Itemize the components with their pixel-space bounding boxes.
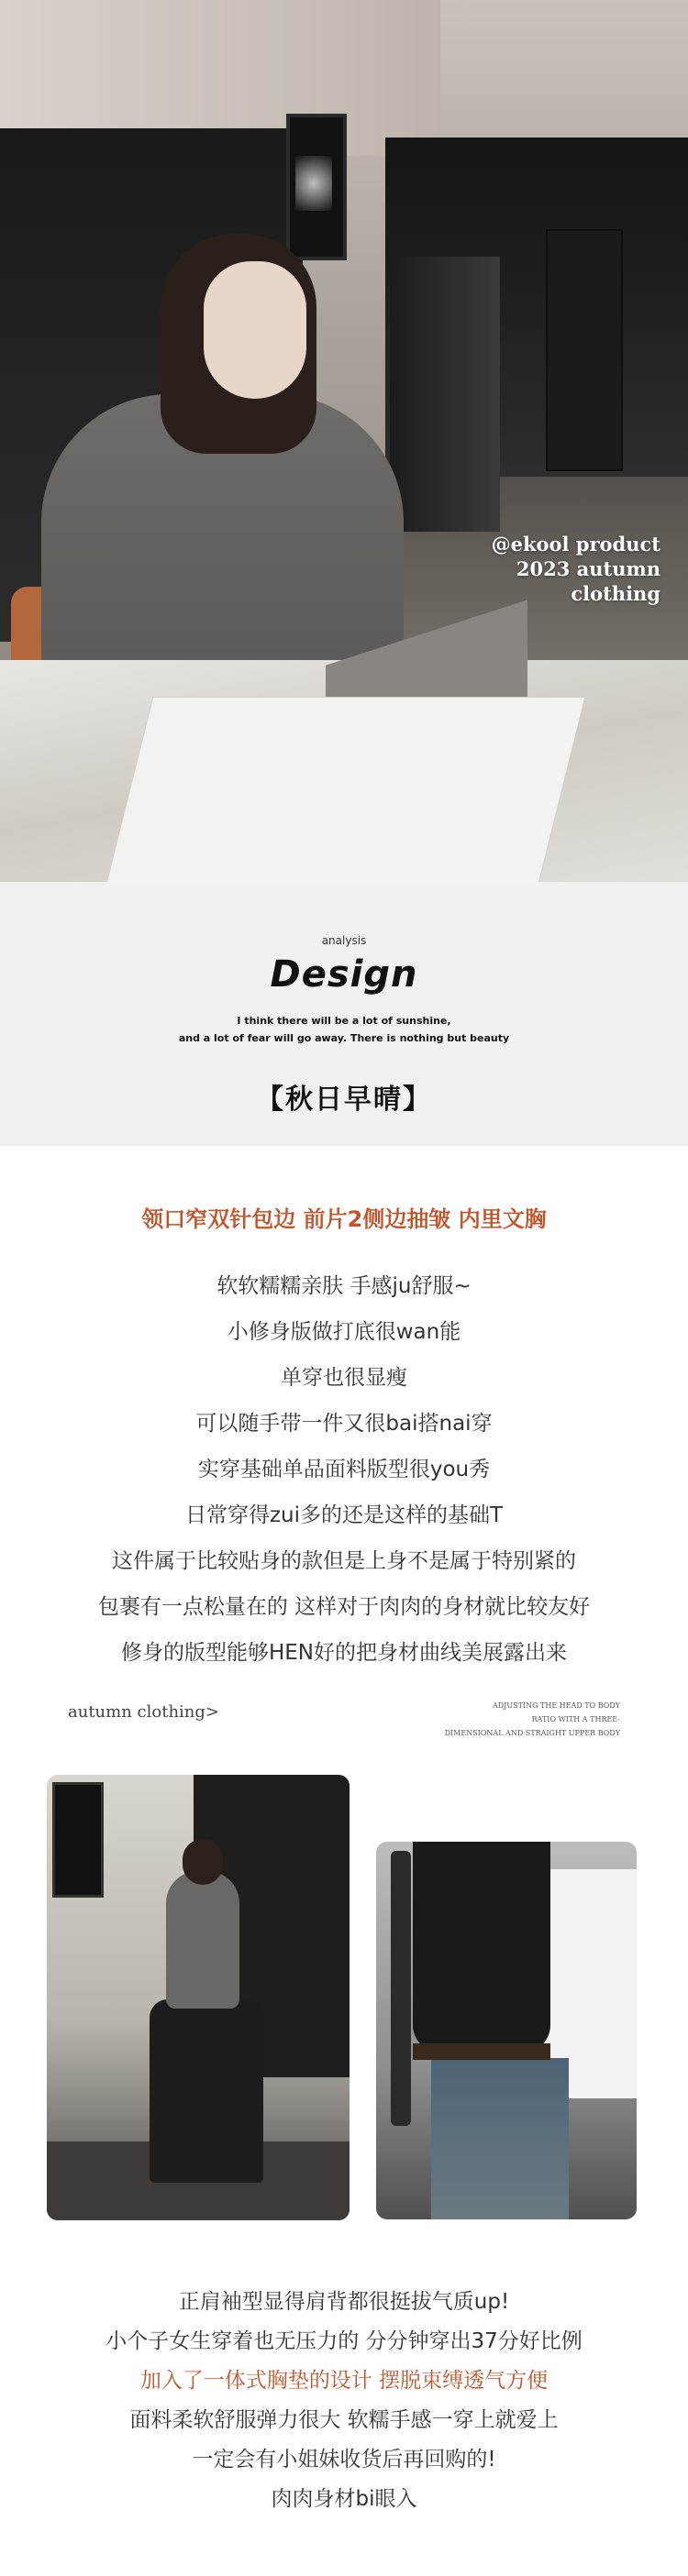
- door: [546, 229, 623, 471]
- outfit-photo-2: [376, 1842, 637, 2219]
- hero-caption: [422, 532, 660, 606]
- bottom-line: 正肩袖型显得肩背都很挺拔气质up!: [178, 2290, 510, 2314]
- autumn-note: [431, 1699, 620, 1740]
- photo-2-top: [413, 1842, 550, 2053]
- photo-1-head: [183, 1839, 223, 1885]
- model-face: [204, 261, 306, 399]
- analysis-kicker: analysis: [321, 934, 367, 947]
- feature-line: 实穿基础单品面料版型很you秀: [197, 1458, 491, 1481]
- autumn-note-line-2: RATIO WITH A THREE-: [531, 1715, 620, 1723]
- hero-photo: [0, 0, 688, 882]
- feature-line: 修身的版型能够HEN好的把身材曲线美展露出来: [120, 1641, 568, 1665]
- design-title: Design: [270, 953, 418, 996]
- photo-2-bag-strap: [391, 1851, 411, 2126]
- feature-lines: [0, 1263, 688, 1676]
- design-subtitle: 【秋日早晴】: [256, 1084, 432, 1116]
- feature-line: 单穿也很显瘦: [281, 1366, 407, 1390]
- bottom-line: 肉肉身材bi眼入: [271, 2487, 417, 2511]
- autumn-note-line-3: DIMENSIONAL AND STRAIGHT UPPER BODY: [444, 1729, 620, 1737]
- outfit-photo-1: [47, 1775, 350, 2220]
- autumn-clothing-label: autumn clothing>: [68, 1702, 219, 1722]
- bottom-line-accent: 加入了一体式胸垫的设计 摆脱束缚透气方便: [139, 2369, 549, 2393]
- design-banner: [0, 882, 688, 1146]
- photo-1-frame: [52, 1782, 104, 1898]
- bottom-copy: [0, 2283, 688, 2519]
- design-description: [0, 1012, 688, 1047]
- design-desc-line-2: and a lot of fear will go away. There is nothing but beauty: [178, 1032, 510, 1044]
- feature-line: 可以随手带一件又很bai搭nai穿: [195, 1412, 493, 1436]
- feature-line: 包裹有一点松量在的 这样对于肉肉的身材就比较友好: [97, 1595, 591, 1619]
- bottom-line: 小个子女生穿着也无压力的 分分钟穿出37分好比例: [105, 2329, 583, 2353]
- photo-2-belt: [413, 2043, 550, 2060]
- feature-line: 软软糯糯亲肤 手感ju舒服~: [216, 1274, 472, 1298]
- cabinet: [390, 257, 500, 532]
- feature-line: 这件属于比较贴身的款但是上身不是属于特别紧的: [112, 1549, 576, 1573]
- photo-1-top: [166, 1871, 239, 2009]
- caption-line-1: @ekool product: [491, 533, 660, 556]
- feature-headline: 领口窄双针包边 前片2侧边抽皱 内里文胸: [141, 1206, 547, 1232]
- photo-1-skirt: [150, 1999, 263, 2183]
- feature-line: 小修身版做打底很wan能: [227, 1320, 461, 1344]
- open-book: [105, 697, 586, 882]
- feature-line: 日常穿得zui多的还是这样的基础T: [184, 1503, 504, 1527]
- autumn-note-line-1: ADJUSTING THE HEAD TO BODY: [492, 1701, 620, 1710]
- wall-art: [295, 156, 332, 211]
- photo-2-jeans: [431, 2058, 569, 2219]
- bottom-line: 一定会有小姐妹收货后再回购的!: [192, 2448, 496, 2471]
- design-desc-line-1: I think there will be a lot of sunshine,: [237, 1015, 451, 1027]
- bottom-line: 面料柔软舒服弹力很大 软糯手感一穿上就爱上: [129, 2408, 559, 2432]
- caption-line-2: 2023 autumn clothing: [516, 557, 660, 605]
